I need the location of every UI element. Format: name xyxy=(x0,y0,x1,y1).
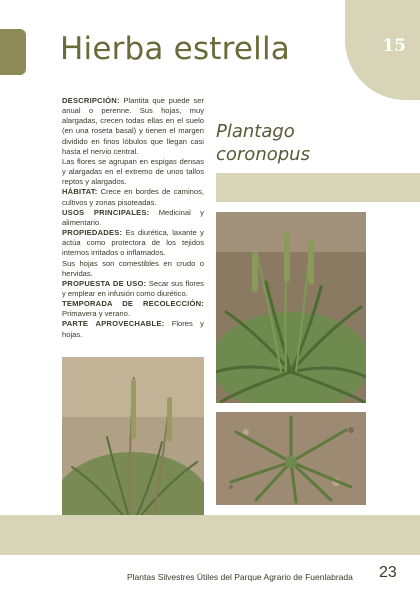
scientific-name-band xyxy=(216,173,420,202)
plant-photo-spikes xyxy=(216,212,366,403)
temporada-text: Primavera y verano. xyxy=(62,309,130,319)
temporada-label: TEMPORADA DE RECOLECCIÓN: xyxy=(62,299,204,309)
footer-text: Plantas Silvestres Útiles del Parque Agrario de Fuenlabrada xyxy=(127,572,353,582)
descripcion-text: Plantita que puede ser anual o perenne. Sus hojas, muy alargadas, crecen todas ellas en el suelo (en una roseta basal) y tienen el margen dividido en finos lóbulos que llegan casi hasta el nervio central. xyxy=(62,96,204,156)
footer-band xyxy=(0,515,420,555)
chapter-tab xyxy=(0,29,26,75)
plant-photo-rosette xyxy=(216,412,366,505)
propuesta-paragraph xyxy=(62,279,204,299)
habitat-text: Crece en bordes de caminos, cultivos y zonas pisoteadas. xyxy=(62,187,204,207)
usos-label: USOS PRINCIPALES: xyxy=(62,207,150,217)
scientific-name-genus: Plantago xyxy=(216,121,295,142)
propiedades-label: PROPIEDADES: xyxy=(62,228,123,238)
propiedades-text: Es diurética, laxante y actúa como protectora de los tejidos internos irritados o inflamados. xyxy=(62,228,204,258)
propuesta-text: Secar sus flores y emplear en infusión como diurético. xyxy=(62,278,204,298)
descripcion-paragraph xyxy=(62,96,204,157)
habitat-paragraph xyxy=(62,187,204,207)
parte-label: PARTE APROVECHABLE: xyxy=(62,319,165,329)
description-column xyxy=(62,96,204,340)
page-title: Hierba estrella xyxy=(60,31,291,67)
descripcion-paragraph-2: Las flores se agrupan en espigas densas y alargadas en el extremo de unos tallos reptos y alargados. xyxy=(62,156,204,187)
propiedades-paragraph-2: Sus hojas son comestibles en crudo o hervidas. xyxy=(62,258,204,278)
scientific-name-species: coronopus xyxy=(216,144,310,165)
scientific-name xyxy=(216,120,310,166)
species-number-tab xyxy=(345,0,420,100)
habitat-label: HÁBITAT: xyxy=(62,187,98,197)
species-number: 15 xyxy=(382,36,406,56)
propuesta-label: PROPUESTA DE USO: xyxy=(62,278,147,288)
temporada-paragraph xyxy=(62,299,204,319)
parte-text: Flores y hojas. xyxy=(62,319,204,339)
usos-paragraph xyxy=(62,208,204,228)
parte-paragraph xyxy=(62,319,204,339)
page-number: 23 xyxy=(379,564,397,581)
propiedades-paragraph xyxy=(62,228,204,258)
usos-text: Medicinal y alimentario. xyxy=(62,207,204,227)
descripcion-label: DESCRIPCIÓN: xyxy=(62,96,120,105)
